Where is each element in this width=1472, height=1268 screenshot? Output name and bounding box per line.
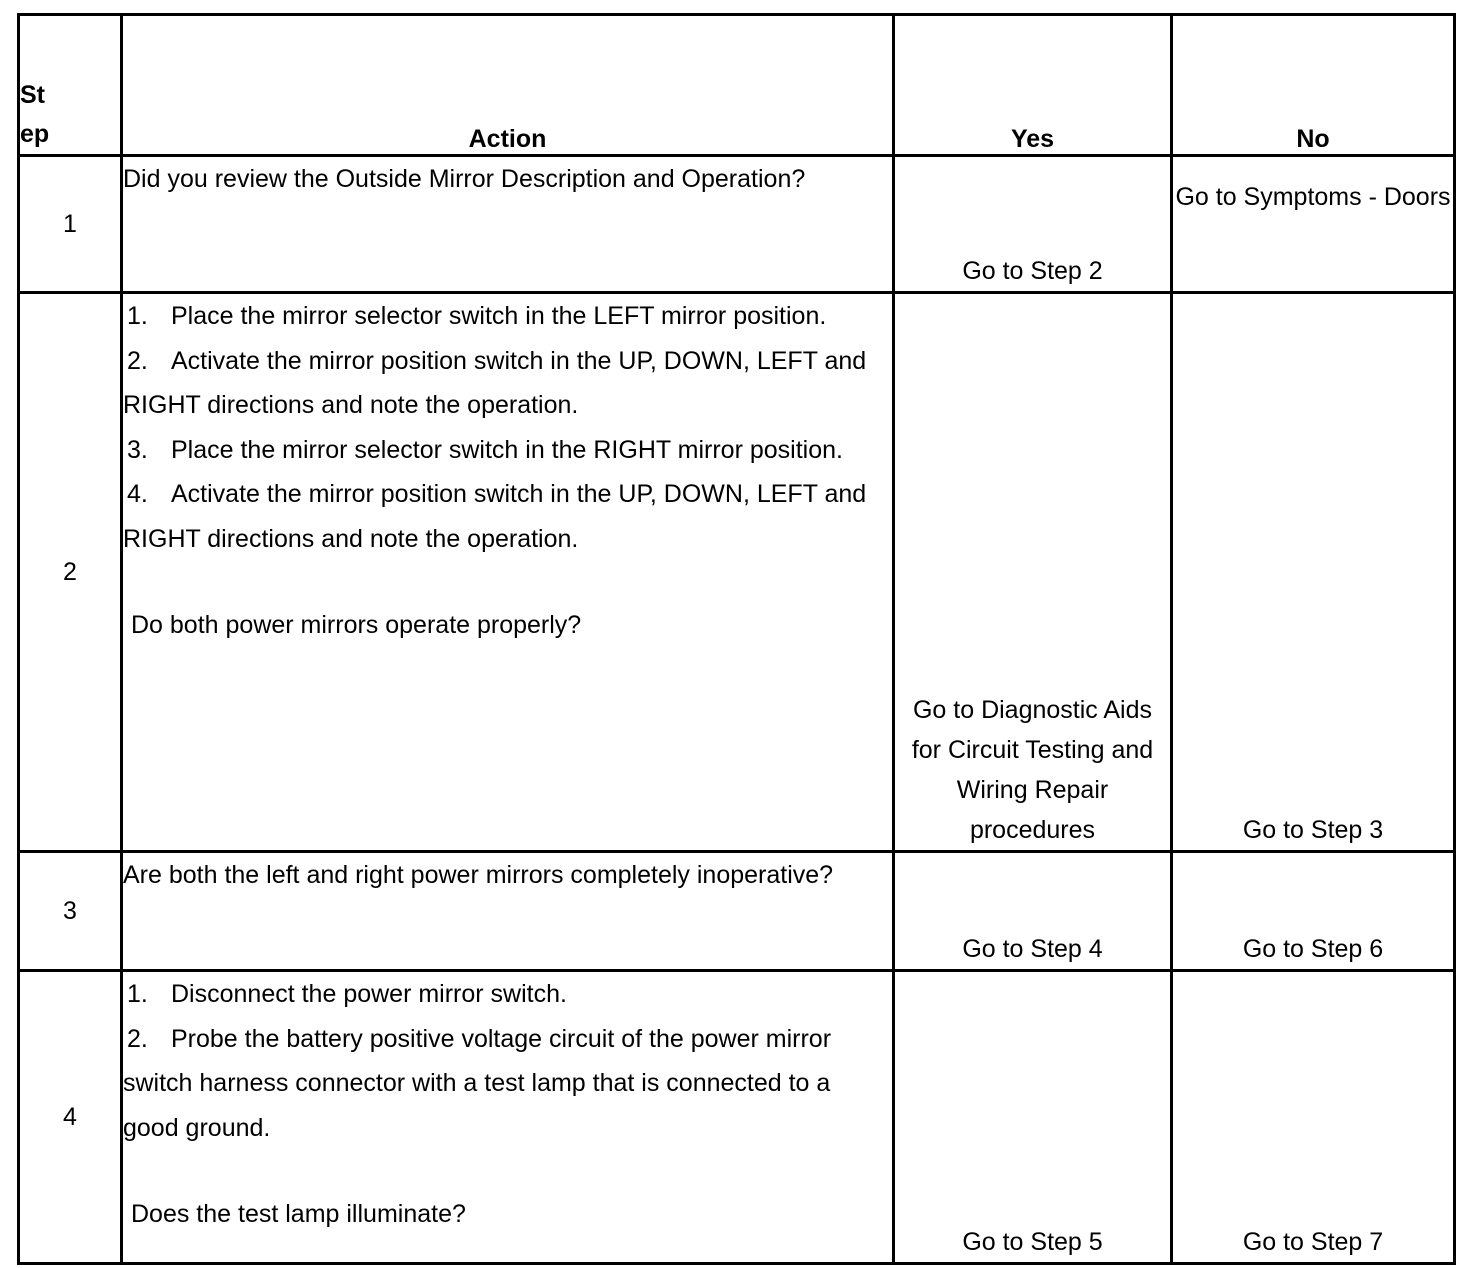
item-number: 3. xyxy=(127,435,148,464)
table-row xyxy=(19,293,1455,852)
item-number: 4. xyxy=(127,480,148,508)
table-row xyxy=(19,971,1455,1264)
step-number: 2 xyxy=(19,293,122,852)
item-text: Probe the battery positive voltage circuit of the power mirror switch harness connector with a test lamp that is connected to a good ground. xyxy=(123,1024,832,1142)
yes-cell: Go to Diagnostic Aids for Circuit Testing and Wiring Repair procedures xyxy=(894,293,1172,852)
item-number: 1. xyxy=(127,302,148,330)
header-action: Action xyxy=(122,15,894,156)
header-no: No xyxy=(1172,15,1455,156)
no-cell: Go to Step 3 xyxy=(1172,293,1455,852)
action-cell xyxy=(122,156,894,293)
no-cell: Go to Step 6 xyxy=(1172,852,1455,971)
action-list-item xyxy=(123,428,892,473)
action-question: Do both power mirrors operate properly? xyxy=(131,611,582,639)
header-step-line1: St xyxy=(20,81,45,109)
diagnostic-table xyxy=(17,13,1456,1265)
step-number: 4 xyxy=(19,971,122,1264)
no-cell: Go to Symptoms - Doors xyxy=(1172,156,1455,293)
item-text: Activate the mirror position switch in the UP, DOWN, LEFT and RIGHT directions and note the operation. xyxy=(123,346,867,419)
no-cell: Go to Step 7 xyxy=(1172,971,1455,1264)
action-list-item xyxy=(123,294,892,339)
item-number: 1. xyxy=(127,980,148,1008)
header-row xyxy=(19,15,1455,156)
action-list-item xyxy=(123,1017,892,1151)
yes-cell: Go to Step 2 xyxy=(894,156,1172,293)
action-cell xyxy=(122,971,894,1264)
action-cell xyxy=(122,293,894,852)
action-text: Did you review the Outside Mirror Description and Operation? xyxy=(123,165,806,193)
action-question: Does the test lamp illuminate? xyxy=(131,1200,466,1228)
step-number: 1 xyxy=(19,156,122,293)
item-text: Place the mirror selector switch in the LEFT mirror position. xyxy=(171,302,827,330)
action-list-item xyxy=(123,472,892,561)
item-number: 2. xyxy=(127,346,148,375)
header-step xyxy=(19,15,122,156)
item-text: Activate the mirror position switch in the UP, DOWN, LEFT and RIGHT directions and note the operation. xyxy=(123,480,867,553)
table-row xyxy=(19,852,1455,971)
header-yes: Yes xyxy=(894,15,1172,156)
yes-cell: Go to Step 4 xyxy=(894,852,1172,971)
action-list-item xyxy=(123,972,892,1017)
header-step-line2: ep xyxy=(20,120,50,148)
action-cell xyxy=(122,852,894,971)
yes-cell: Go to Step 5 xyxy=(894,971,1172,1264)
table-row xyxy=(19,156,1455,293)
item-number: 2. xyxy=(127,1024,148,1053)
action-list-item xyxy=(123,339,892,428)
action-text: Are both the left and right power mirrors completely inoperative? xyxy=(123,861,834,889)
item-text: Disconnect the power mirror switch. xyxy=(171,980,567,1008)
step-number: 3 xyxy=(19,852,122,971)
item-text: Place the mirror selector switch in the RIGHT mirror position. xyxy=(171,435,843,464)
